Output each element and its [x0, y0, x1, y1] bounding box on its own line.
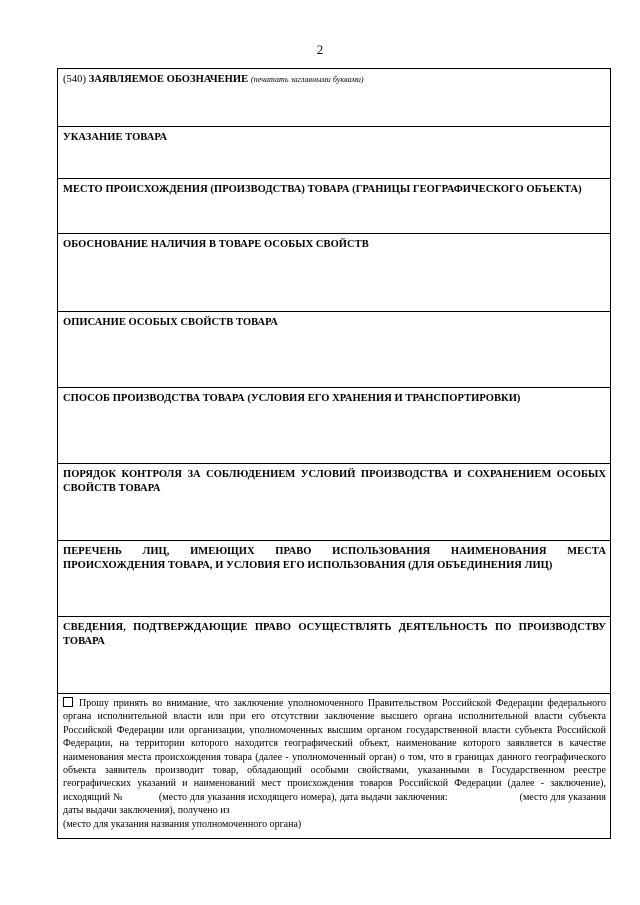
field-control-procedure[interactable] [58, 464, 610, 541]
notice-text-part1: Прошу принять во внимание, что заключение уполномоченного Правительством Российской Федерации федерального органа исполнительной власти или при его отсутствии заключение высшего органа исполнительной власти субъекта Российской Федерации или организации, уполномоченных высшим органом государственной власти субъекта Российской Федерации, на территории которого находится географический объект, наименование которого заявляется в качестве наименования места происхождения товара (далее - уполномоченный орган) о том, что в границах данного географического объекта заявитель производит товар, обладающий особыми свойствами, указанными в Государственном реестре географических указаний и наименований мест происхождения товаров Российской Федерации (далее - заключение), исходящий № [63, 698, 606, 803]
application-form [57, 68, 611, 839]
conclusion-checkbox[interactable] [63, 697, 73, 707]
field-designation-label [63, 73, 606, 87]
field-control-procedure-label: ПОРЯДОК КОНТРОЛЯ ЗА СОБЛЮДЕНИЕМ УСЛОВИЙ ПРОИЗВОДСТВА И СОХРАНЕНИЕМ ОСОБЫХ СВОЙСТВ ТОВАРА [63, 469, 606, 494]
field-special-properties-description[interactable] [58, 312, 610, 388]
field-production-right-evidence[interactable] [58, 617, 610, 694]
goods-value[interactable] [63, 145, 606, 155]
production-method-value[interactable] [63, 406, 606, 416]
page-number: 2 [316, 42, 324, 57]
field-authorized-persons-label-line1: ПЕРЕЧЕНЬ ЛИЦ, ИМЕЮЩИХ ПРАВО ИСПОЛЬЗОВАНИЯ НАИМЕНОВАНИЯ МЕСТА [63, 546, 606, 557]
field-authorized-persons-label [63, 545, 606, 573]
origin-place-value[interactable] [63, 197, 606, 207]
field-production-method-label: СПОСОБ ПРОИЗВОДСТВА ТОВАРА (УСЛОВИЯ ЕГО ХРАНЕНИЯ И ТРАНСПОРТИРОВКИ) [63, 393, 521, 404]
field-special-properties-description-label: ОПИСАНИЕ ОСОБЫХ СВОЙСТВ ТОВАРА [63, 317, 278, 328]
special-properties-basis-value[interactable] [63, 252, 606, 262]
field-authorized-persons-label-line2: ПРОИСХОЖДЕНИЯ ТОВАРА, И УСЛОВИЯ ЕГО ИСПОЛЬЗОВАНИЯ (ДЛЯ ОБЪЕДИНЕНИЯ ЛИЦ) [63, 560, 553, 571]
field-production-method[interactable] [58, 388, 610, 464]
field-authorized-persons[interactable] [58, 541, 610, 617]
field-origin-place[interactable] [58, 179, 610, 234]
authorized-persons-value[interactable] [63, 573, 606, 583]
field-designation[interactable] [58, 69, 610, 127]
field-designation-hint: (печатать заглавными буквами) [250, 75, 364, 84]
designation-value[interactable] [63, 87, 606, 97]
special-properties-description-value[interactable] [63, 330, 606, 340]
field-special-properties-basis[interactable] [58, 234, 610, 312]
field-goods[interactable] [58, 127, 610, 179]
field-origin-place-label: МЕСТО ПРОИСХОЖДЕНИЯ (ПРОИЗВОДСТВА) ТОВАРА (ГРАНИЦЫ ГЕОГРАФИЧЕСКОГО ОБЪЕКТА) [63, 184, 582, 195]
field-production-right-evidence-label: СВЕДЕНИЯ, ПОДТВЕРЖДАЮЩИЕ ПРАВО ОСУЩЕСТВЛЯТЬ ДЕЯТЕЛЬНОСТЬ ПО ПРОИЗВОДСТВУ ТОВАРА [63, 622, 606, 647]
field-code: (540) [63, 74, 86, 85]
field-special-properties-basis-label: ОБОСНОВАНИЕ НАЛИЧИЯ В ТОВАРЕ ОСОБЫХ СВОЙСТВ [63, 239, 369, 250]
production-right-evidence-value[interactable] [63, 649, 606, 659]
notice-text-part3: (место для указания даты выдачи заключения), получено из [63, 791, 606, 817]
control-procedure-value[interactable] [63, 496, 606, 506]
field-designation-title: ЗАЯВЛЯЕМОЕ ОБОЗНАЧЕНИЕ [88, 74, 249, 85]
authorized-body-conclusion-notice [58, 694, 610, 838]
notice-text-part2: (место для указания исходящего номера), дата выдачи заключения: [158, 791, 448, 803]
field-goods-label: УКАЗАНИЕ ТОВАРА [63, 132, 168, 143]
notice-text-part4: (место для указания названия уполномоченного органа) [63, 818, 302, 830]
